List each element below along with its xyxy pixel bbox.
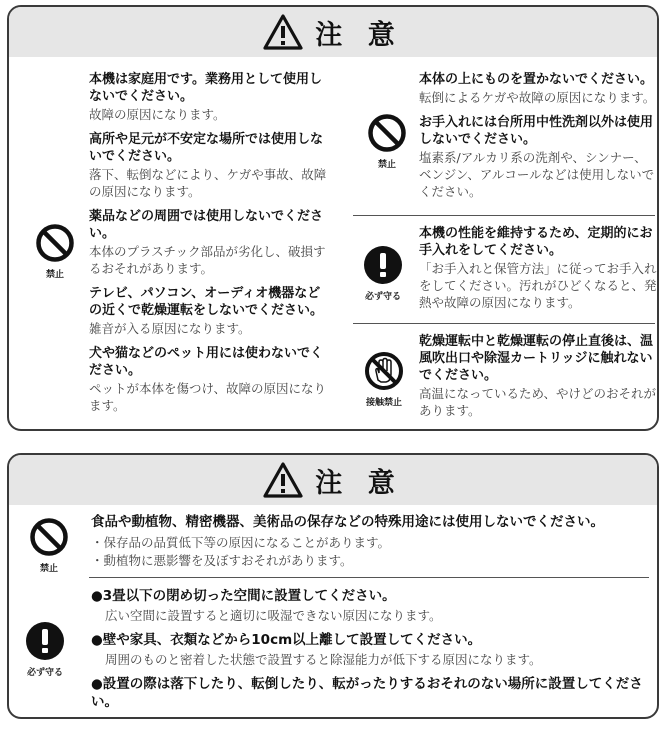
right-text-block-3 bbox=[419, 333, 657, 427]
item-note: 塩素系/アルカリ系の洗剤や、シンナー、ベンジン、アルコールなどは使用しないでください。 bbox=[419, 150, 655, 199]
caution-panel-2 bbox=[7, 453, 659, 719]
right-text-block-2 bbox=[419, 225, 657, 319]
exclamation-mandatory-icon bbox=[25, 621, 65, 661]
warning-triangle-icon bbox=[263, 462, 303, 498]
item-note: 故障の原因になります。 bbox=[89, 107, 226, 122]
item-note: 雑音が入る原因になります。 bbox=[89, 321, 251, 336]
icon-label: 禁止 bbox=[377, 160, 396, 170]
item-note: 転倒によるケガや故障の原因になります。 bbox=[419, 90, 656, 105]
caution-header bbox=[9, 7, 657, 57]
item-heading: ●3畳以下の閉め切った空間に設置してください。 bbox=[91, 588, 396, 604]
item-heading: お手入れには台所用中性洗剤以外は使用しないでください。 bbox=[419, 115, 654, 147]
exclamation-mandatory-icon bbox=[363, 245, 403, 285]
item-note: 落下、転倒などにより、ケガや事故、故障の原因になります。 bbox=[89, 167, 327, 199]
prohibition-icon-cell bbox=[367, 113, 407, 170]
item-note: 「お手入れと保管方法」に従ってお手入れをしてください。汚れがひどくなると、発熱や故障の原因になります。 bbox=[419, 261, 657, 310]
no-touch-hand-icon bbox=[364, 351, 404, 391]
item-note: ペットが本体を傷つけ、故障の原因になります。 bbox=[89, 381, 327, 413]
item-note: 周囲のものと密着した状態で設置すると除湿能力が低下する原因になります。 bbox=[105, 652, 542, 667]
item-heading: 乾燥運転中と乾燥運転の停止直後は、温風吹出口や除湿カートリッジに触れないでください。 bbox=[419, 334, 654, 383]
item-note: 高温になっているため、やけどのおそれがあります。 bbox=[419, 386, 657, 418]
left-text-block bbox=[89, 71, 333, 422]
item-note: 広い空間に設置すると適切に吸湿できない原因になります。 bbox=[105, 608, 442, 623]
divider bbox=[353, 215, 655, 216]
item-heading: 高所や足元が不安定な場所では使用しないでください。 bbox=[89, 132, 324, 164]
warning-triangle-icon bbox=[263, 14, 303, 50]
icon-label: 必ず守る bbox=[26, 668, 63, 678]
section-2-text bbox=[91, 587, 647, 711]
item-heading: ●設置の際は落下したり、転倒したり、転がったりするおそれのない場所に設置してください。 bbox=[91, 676, 643, 710]
left-column bbox=[9, 59, 337, 431]
item-heading: 本機の性能を維持するため、定期的にお手入れをしてください。 bbox=[419, 226, 653, 258]
caution-item bbox=[89, 285, 333, 337]
caution-header bbox=[9, 455, 657, 505]
right-text-block-1 bbox=[419, 71, 657, 208]
mandatory-icon-cell bbox=[363, 245, 403, 302]
caution-item bbox=[89, 131, 333, 200]
divider bbox=[89, 577, 649, 578]
item-heading: 本機は家庭用です。業務用として使用しないでください。 bbox=[89, 72, 322, 104]
icon-label: 禁止 bbox=[45, 270, 64, 280]
no-touch-icon-cell bbox=[364, 351, 404, 408]
divider bbox=[353, 323, 655, 324]
item-heading: 犬や猫などのペット用には使わないでください。 bbox=[89, 346, 324, 378]
right-column bbox=[353, 59, 659, 431]
item-heading: テレビ、パソコン、オーディオ機器などの近くで乾燥運転をしないでください。 bbox=[89, 286, 324, 318]
prohibition-icon bbox=[367, 113, 407, 153]
caution-item bbox=[89, 208, 333, 277]
item-heading: 本体の上にものを置かないでください。 bbox=[419, 72, 654, 87]
caution-item bbox=[89, 345, 333, 414]
item-heading: 薬品などの周囲では使用しないでください。 bbox=[89, 209, 324, 241]
item-heading: 食品や動植物、精密機器、美術品の保存などの特殊用途には使用しないでください。 bbox=[91, 514, 604, 530]
prohibition-icon bbox=[35, 223, 75, 263]
icon-label: 禁止 bbox=[39, 564, 58, 574]
bullet-item: ・動植物に悪影響を及ぼすおそれがあります。 bbox=[91, 553, 353, 568]
item-heading: ●壁や家具、衣類などから10cm以上離して設置してください。 bbox=[91, 632, 482, 648]
caution-panel-1 bbox=[7, 5, 659, 431]
section-1-text bbox=[91, 513, 651, 570]
prohibition-icon-cell bbox=[35, 223, 75, 280]
caution-title: 注 意 bbox=[315, 467, 403, 499]
mandatory-icon-cell bbox=[25, 621, 65, 678]
caution-item bbox=[89, 71, 333, 123]
item-note: 本体のプラスチック部品が劣化し、破損するおそれがあります。 bbox=[89, 244, 326, 276]
icon-label: 必ず守る bbox=[364, 292, 401, 302]
caution-title: 注 意 bbox=[315, 19, 403, 51]
prohibition-icon bbox=[29, 517, 69, 557]
bullet-item: ・保存品の品質低下等の原因になることがあります。 bbox=[91, 535, 391, 550]
icon-label: 接触禁止 bbox=[365, 398, 402, 408]
prohibition-icon-cell bbox=[29, 517, 69, 574]
